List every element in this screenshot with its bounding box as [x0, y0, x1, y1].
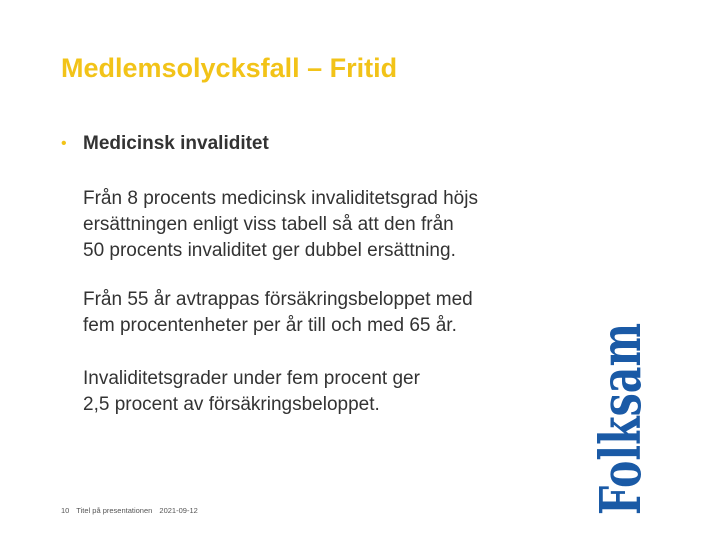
paragraph-line: Från 55 år avtrappas försäkringsbeloppet med [83, 289, 473, 310]
paragraph-line: 2,5 procent av försäkringsbeloppet. [83, 394, 380, 415]
logo-wordmark: Folksam [588, 253, 654, 515]
paragraph-line: Från 8 procents medicinsk invaliditetsgrad höjs [83, 188, 478, 209]
paragraph-line: ersättningen enligt viss tabell så att den från [83, 214, 454, 235]
presentation-date: 2021-09-12 [159, 506, 198, 515]
paragraph-line: 50 procents invaliditet ger dubbel ersättning. [83, 240, 456, 261]
paragraph-low-invalidity [83, 366, 420, 418]
bullet-item [61, 133, 269, 155]
paragraph-line: fem procentenheter per år till och med 65 år. [83, 315, 457, 336]
page-number: 10 [61, 506, 70, 515]
presentation-title: Titel på presentationen [76, 506, 153, 515]
paragraph-age-reduction [83, 287, 473, 339]
paragraph-invalidity-increase [83, 186, 478, 264]
bullet-point-icon: • [61, 135, 67, 152]
bullet-heading: Medicinsk invaliditet [83, 133, 269, 154]
slide-title: Medlemsolycksfall – Fritid [61, 53, 398, 83]
paragraph-line: Invaliditetsgrader under fem procent ger [83, 368, 420, 389]
folksam-logo-icon [588, 253, 696, 518]
slide-footer [61, 506, 203, 516]
